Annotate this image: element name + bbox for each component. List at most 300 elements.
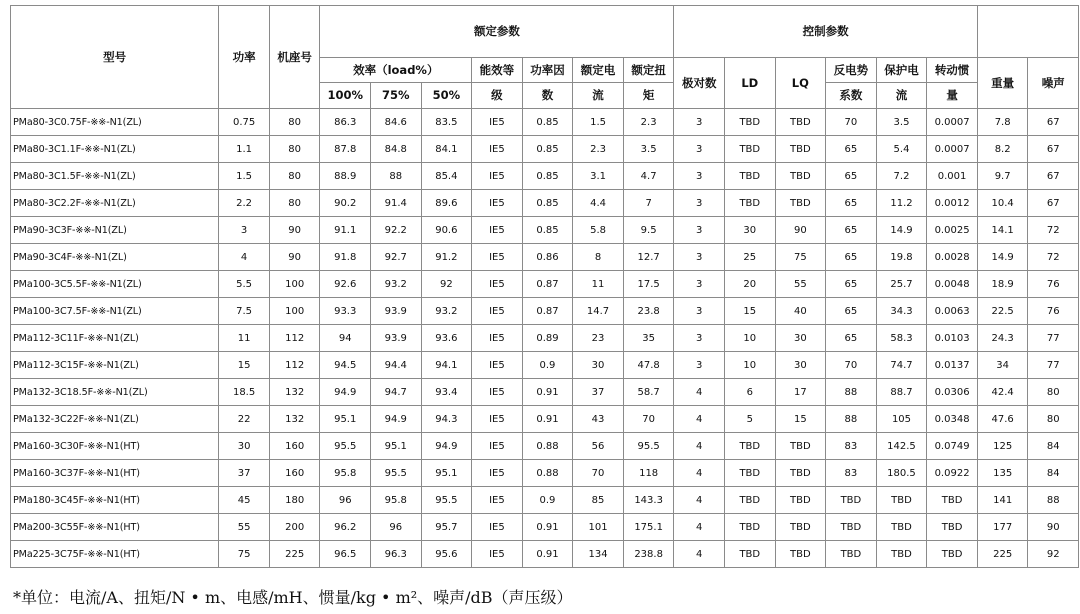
cell-model: PMa132-3C22F-※※-N1(ZL) xyxy=(11,406,219,433)
cell-frame: 80 xyxy=(269,109,320,136)
cell-weight: 47.6 xyxy=(977,406,1028,433)
cell-power-factor: 0.85 xyxy=(522,136,573,163)
cell-model: PMa200-3C55F-※※-N1(HT) xyxy=(11,514,219,541)
cell-eff-class: IE5 xyxy=(472,136,523,163)
cell-eff-50: 95.1 xyxy=(421,460,472,487)
cell-inertia: 0.0048 xyxy=(927,271,978,298)
cell-rated-current: 11 xyxy=(573,271,624,298)
cell-back-emf: TBD xyxy=(826,541,877,568)
header-eff-75: 75% xyxy=(371,83,422,109)
header-rated-torque-2: 矩 xyxy=(623,83,674,109)
cell-eff-75: 96 xyxy=(371,514,422,541)
cell-eff-50: 93.2 xyxy=(421,298,472,325)
header-noise: 噪声 xyxy=(1028,58,1079,109)
header-rated-torque-1: 额定扭 xyxy=(623,58,674,83)
cell-frame: 90 xyxy=(269,244,320,271)
cell-rated-torque: 7 xyxy=(623,190,674,217)
header-pf-2: 数 xyxy=(522,83,573,109)
cell-eff-50: 91.2 xyxy=(421,244,472,271)
cell-power: 0.75 xyxy=(219,109,270,136)
cell-power: 2.2 xyxy=(219,190,270,217)
cell-noise: 76 xyxy=(1028,298,1079,325)
cell-inertia: 0.0103 xyxy=(927,325,978,352)
cell-noise: 80 xyxy=(1028,406,1079,433)
cell-eff-100: 95.8 xyxy=(320,460,371,487)
table-row xyxy=(11,406,1079,433)
cell-noise: 72 xyxy=(1028,244,1079,271)
cell-eff-class: IE5 xyxy=(472,325,523,352)
header-pole-pairs: 极对数 xyxy=(674,58,725,109)
cell-inertia: 0.0012 xyxy=(927,190,978,217)
header-pf-1: 功率因 xyxy=(522,58,573,83)
cell-weight: 22.5 xyxy=(977,298,1028,325)
cell-pole-pairs: 3 xyxy=(674,163,725,190)
cell-eff-class: IE5 xyxy=(472,541,523,568)
cell-rated-current: 37 xyxy=(573,379,624,406)
header-rated-current-2: 流 xyxy=(573,83,624,109)
cell-power-factor: 0.85 xyxy=(522,109,573,136)
cell-protect-current: 5.4 xyxy=(876,136,927,163)
cell-weight: 24.3 xyxy=(977,325,1028,352)
cell-rated-current: 4.4 xyxy=(573,190,624,217)
cell-pole-pairs: 4 xyxy=(674,460,725,487)
table-row xyxy=(11,136,1079,163)
cell-eff-class: IE5 xyxy=(472,163,523,190)
cell-frame: 100 xyxy=(269,298,320,325)
cell-noise: 84 xyxy=(1028,460,1079,487)
cell-eff-class: IE5 xyxy=(472,190,523,217)
cell-weight: 42.4 xyxy=(977,379,1028,406)
cell-noise: 67 xyxy=(1028,136,1079,163)
table-row xyxy=(11,460,1079,487)
cell-pole-pairs: 3 xyxy=(674,244,725,271)
cell-rated-current: 3.1 xyxy=(573,163,624,190)
cell-inertia: TBD xyxy=(927,541,978,568)
cell-rated-torque: 143.3 xyxy=(623,487,674,514)
cell-power: 15 xyxy=(219,352,270,379)
header-ld: LD xyxy=(725,58,776,109)
cell-weight: 135 xyxy=(977,460,1028,487)
cell-back-emf: 83 xyxy=(826,460,877,487)
cell-eff-50: 84.1 xyxy=(421,136,472,163)
cell-model: PMa112-3C15F-※※-N1(ZL) xyxy=(11,352,219,379)
header-eff-50: 50% xyxy=(421,83,472,109)
cell-inertia: TBD xyxy=(927,514,978,541)
header-eff-class-2: 级 xyxy=(472,83,523,109)
cell-power: 11 xyxy=(219,325,270,352)
header-protect-current-1: 保护电 xyxy=(876,58,927,83)
cell-weight: 14.1 xyxy=(977,217,1028,244)
cell-model: PMa80-3C1.1F-※※-N1(ZL) xyxy=(11,136,219,163)
cell-ld: 10 xyxy=(725,352,776,379)
header-rated-current-1: 额定电 xyxy=(573,58,624,83)
cell-eff-50: 94.3 xyxy=(421,406,472,433)
cell-pole-pairs: 3 xyxy=(674,271,725,298)
cell-frame: 225 xyxy=(269,541,320,568)
cell-rated-torque: 118 xyxy=(623,460,674,487)
cell-eff-class: IE5 xyxy=(472,433,523,460)
cell-eff-class: IE5 xyxy=(472,514,523,541)
cell-rated-torque: 95.5 xyxy=(623,433,674,460)
cell-back-emf: 70 xyxy=(826,109,877,136)
cell-weight: 8.2 xyxy=(977,136,1028,163)
table-row xyxy=(11,298,1079,325)
table-body xyxy=(11,109,1079,568)
cell-eff-50: 95.7 xyxy=(421,514,472,541)
cell-eff-75: 96.3 xyxy=(371,541,422,568)
cell-eff-50: 93.6 xyxy=(421,325,472,352)
cell-eff-75: 91.4 xyxy=(371,190,422,217)
cell-power-factor: 0.91 xyxy=(522,514,573,541)
cell-eff-100: 94 xyxy=(320,325,371,352)
cell-back-emf: 88 xyxy=(826,379,877,406)
table-row xyxy=(11,163,1079,190)
cell-frame: 160 xyxy=(269,433,320,460)
cell-weight: 14.9 xyxy=(977,244,1028,271)
table-row xyxy=(11,541,1079,568)
table-row xyxy=(11,217,1079,244)
cell-eff-100: 90.2 xyxy=(320,190,371,217)
cell-back-emf: 70 xyxy=(826,352,877,379)
cell-weight: 18.9 xyxy=(977,271,1028,298)
cell-power-factor: 0.88 xyxy=(522,433,573,460)
cell-eff-class: IE5 xyxy=(472,217,523,244)
cell-weight: 141 xyxy=(977,487,1028,514)
cell-ld: 15 xyxy=(725,298,776,325)
cell-inertia: 0.0025 xyxy=(927,217,978,244)
cell-rated-torque: 17.5 xyxy=(623,271,674,298)
cell-rated-current: 101 xyxy=(573,514,624,541)
cell-model: PMa80-3C0.75F-※※-N1(ZL) xyxy=(11,109,219,136)
cell-eff-100: 96.5 xyxy=(320,541,371,568)
cell-power: 55 xyxy=(219,514,270,541)
cell-protect-current: 74.7 xyxy=(876,352,927,379)
cell-power: 1.1 xyxy=(219,136,270,163)
cell-noise: 76 xyxy=(1028,271,1079,298)
header-model: 型号 xyxy=(11,6,219,109)
cell-eff-100: 91.1 xyxy=(320,217,371,244)
cell-eff-75: 92.7 xyxy=(371,244,422,271)
cell-noise: 77 xyxy=(1028,325,1079,352)
cell-back-emf: 65 xyxy=(826,163,877,190)
cell-eff-class: IE5 xyxy=(472,298,523,325)
cell-protect-current: 7.2 xyxy=(876,163,927,190)
cell-eff-50: 95.5 xyxy=(421,487,472,514)
cell-back-emf: TBD xyxy=(826,487,877,514)
cell-inertia: 0.0306 xyxy=(927,379,978,406)
cell-eff-75: 84.8 xyxy=(371,136,422,163)
cell-protect-current: 180.5 xyxy=(876,460,927,487)
table-row xyxy=(11,379,1079,406)
cell-eff-100: 91.8 xyxy=(320,244,371,271)
header-eff-class-1: 能效等 xyxy=(472,58,523,83)
cell-frame: 100 xyxy=(269,271,320,298)
cell-eff-50: 94.1 xyxy=(421,352,472,379)
cell-power-factor: 0.91 xyxy=(522,406,573,433)
cell-pole-pairs: 3 xyxy=(674,325,725,352)
cell-power-factor: 0.86 xyxy=(522,244,573,271)
cell-rated-torque: 47.8 xyxy=(623,352,674,379)
cell-ld: TBD xyxy=(725,433,776,460)
cell-inertia: 0.0137 xyxy=(927,352,978,379)
cell-back-emf: 65 xyxy=(826,136,877,163)
cell-weight: 9.7 xyxy=(977,163,1028,190)
cell-eff-75: 84.6 xyxy=(371,109,422,136)
header-protect-current-2: 流 xyxy=(876,83,927,109)
cell-power: 3 xyxy=(219,217,270,244)
cell-eff-75: 93.9 xyxy=(371,325,422,352)
cell-inertia: 0.001 xyxy=(927,163,978,190)
cell-rated-torque: 12.7 xyxy=(623,244,674,271)
cell-noise: 72 xyxy=(1028,217,1079,244)
cell-eff-100: 88.9 xyxy=(320,163,371,190)
cell-pole-pairs: 3 xyxy=(674,109,725,136)
cell-eff-50: 93.4 xyxy=(421,379,472,406)
cell-power-factor: 0.87 xyxy=(522,271,573,298)
cell-rated-current: 43 xyxy=(573,406,624,433)
cell-eff-50: 83.5 xyxy=(421,109,472,136)
cell-ld: TBD xyxy=(725,541,776,568)
cell-eff-50: 94.9 xyxy=(421,433,472,460)
cell-eff-75: 94.9 xyxy=(371,406,422,433)
cell-power: 5.5 xyxy=(219,271,270,298)
cell-model: PMa80-3C2.2F-※※-N1(ZL) xyxy=(11,190,219,217)
cell-lq: TBD xyxy=(775,136,826,163)
cell-power: 45 xyxy=(219,487,270,514)
cell-rated-current: 56 xyxy=(573,433,624,460)
cell-ld: TBD xyxy=(725,487,776,514)
header-control-params: 控制参数 xyxy=(674,6,977,58)
cell-lq: 30 xyxy=(775,352,826,379)
cell-power-factor: 0.9 xyxy=(522,352,573,379)
cell-eff-100: 86.3 xyxy=(320,109,371,136)
table-header xyxy=(11,6,1079,109)
cell-ld: 5 xyxy=(725,406,776,433)
cell-inertia: TBD xyxy=(927,487,978,514)
cell-power: 37 xyxy=(219,460,270,487)
cell-model: PMa112-3C11F-※※-N1(ZL) xyxy=(11,325,219,352)
cell-eff-class: IE5 xyxy=(472,109,523,136)
cell-ld: 6 xyxy=(725,379,776,406)
cell-lq: 55 xyxy=(775,271,826,298)
cell-model: PMa100-3C5.5F-※※-N1(ZL) xyxy=(11,271,219,298)
cell-power-factor: 0.88 xyxy=(522,460,573,487)
cell-lq: 75 xyxy=(775,244,826,271)
header-power: 功率 xyxy=(219,6,270,109)
cell-eff-100: 96 xyxy=(320,487,371,514)
cell-back-emf: 65 xyxy=(826,217,877,244)
cell-lq: TBD xyxy=(775,514,826,541)
header-lq: LQ xyxy=(775,58,826,109)
cell-eff-100: 95.5 xyxy=(320,433,371,460)
header-inertia-2: 量 xyxy=(927,83,978,109)
footnote: *单位：电流/A、扭矩/N • m、电感/mH、惯量/kg • m²、噪声/dB（声压级） xyxy=(13,588,573,607)
cell-model: PMa160-3C37F-※※-N1(HT) xyxy=(11,460,219,487)
cell-power-factor: 0.89 xyxy=(522,325,573,352)
header-inertia-1: 转动惯 xyxy=(927,58,978,83)
table-row xyxy=(11,325,1079,352)
cell-inertia: 0.0922 xyxy=(927,460,978,487)
cell-rated-torque: 58.7 xyxy=(623,379,674,406)
cell-eff-class: IE5 xyxy=(472,406,523,433)
cell-eff-75: 93.2 xyxy=(371,271,422,298)
cell-ld: TBD xyxy=(725,514,776,541)
table-row xyxy=(11,271,1079,298)
cell-ld: 10 xyxy=(725,325,776,352)
cell-noise: 80 xyxy=(1028,379,1079,406)
cell-frame: 180 xyxy=(269,487,320,514)
header-eff-100: 100% xyxy=(320,83,371,109)
cell-inertia: 0.0063 xyxy=(927,298,978,325)
cell-rated-torque: 35 xyxy=(623,325,674,352)
cell-rated-current: 23 xyxy=(573,325,624,352)
cell-eff-class: IE5 xyxy=(472,379,523,406)
header-back-emf-2: 系数 xyxy=(826,83,877,109)
cell-rated-current: 5.8 xyxy=(573,217,624,244)
cell-ld: TBD xyxy=(725,109,776,136)
cell-pole-pairs: 4 xyxy=(674,541,725,568)
cell-ld: TBD xyxy=(725,163,776,190)
cell-rated-current: 70 xyxy=(573,460,624,487)
cell-pole-pairs: 3 xyxy=(674,298,725,325)
cell-inertia: 0.0007 xyxy=(927,109,978,136)
cell-power: 22 xyxy=(219,406,270,433)
cell-back-emf: 83 xyxy=(826,433,877,460)
cell-power: 75 xyxy=(219,541,270,568)
cell-protect-current: 34.3 xyxy=(876,298,927,325)
cell-eff-class: IE5 xyxy=(472,244,523,271)
cell-pole-pairs: 4 xyxy=(674,379,725,406)
cell-rated-current: 85 xyxy=(573,487,624,514)
cell-pole-pairs: 3 xyxy=(674,136,725,163)
cell-eff-75: 88 xyxy=(371,163,422,190)
cell-inertia: 0.0348 xyxy=(927,406,978,433)
cell-lq: TBD xyxy=(775,163,826,190)
cell-eff-100: 92.6 xyxy=(320,271,371,298)
cell-eff-50: 89.6 xyxy=(421,190,472,217)
cell-eff-class: IE5 xyxy=(472,271,523,298)
cell-ld: 20 xyxy=(725,271,776,298)
cell-model: PMa90-3C4F-※※-N1(ZL) xyxy=(11,244,219,271)
cell-protect-current: TBD xyxy=(876,541,927,568)
cell-rated-current: 2.3 xyxy=(573,136,624,163)
cell-protect-current: TBD xyxy=(876,514,927,541)
cell-frame: 80 xyxy=(269,163,320,190)
cell-lq: TBD xyxy=(775,487,826,514)
cell-rated-torque: 238.8 xyxy=(623,541,674,568)
cell-lq: TBD xyxy=(775,541,826,568)
cell-eff-class: IE5 xyxy=(472,460,523,487)
cell-eff-75: 92.2 xyxy=(371,217,422,244)
cell-weight: 34 xyxy=(977,352,1028,379)
cell-eff-100: 87.8 xyxy=(320,136,371,163)
cell-protect-current: TBD xyxy=(876,487,927,514)
cell-lq: 30 xyxy=(775,325,826,352)
cell-eff-class: IE5 xyxy=(472,487,523,514)
cell-lq: TBD xyxy=(775,190,826,217)
cell-power-factor: 0.9 xyxy=(522,487,573,514)
header-rated-params: 额定参数 xyxy=(320,6,674,58)
cell-back-emf: 65 xyxy=(826,190,877,217)
cell-protect-current: 19.8 xyxy=(876,244,927,271)
header-frame: 机座号 xyxy=(269,6,320,109)
cell-model: PMa132-3C18.5F-※※-N1(ZL) xyxy=(11,379,219,406)
cell-noise: 90 xyxy=(1028,514,1079,541)
cell-power: 7.5 xyxy=(219,298,270,325)
spec-table-container xyxy=(10,5,1080,568)
cell-eff-50: 95.6 xyxy=(421,541,472,568)
table-row xyxy=(11,514,1079,541)
cell-back-emf: 88 xyxy=(826,406,877,433)
cell-eff-100: 94.5 xyxy=(320,352,371,379)
cell-eff-50: 92 xyxy=(421,271,472,298)
cell-power-factor: 0.85 xyxy=(522,217,573,244)
table-row xyxy=(11,190,1079,217)
cell-lq: 17 xyxy=(775,379,826,406)
cell-rated-current: 8 xyxy=(573,244,624,271)
cell-eff-75: 95.8 xyxy=(371,487,422,514)
cell-eff-75: 95.5 xyxy=(371,460,422,487)
cell-rated-current: 14.7 xyxy=(573,298,624,325)
cell-protect-current: 88.7 xyxy=(876,379,927,406)
cell-model: PMa225-3C75F-※※-N1(HT) xyxy=(11,541,219,568)
cell-pole-pairs: 3 xyxy=(674,190,725,217)
header-back-emf-1: 反电势 xyxy=(826,58,877,83)
cell-noise: 67 xyxy=(1028,190,1079,217)
cell-weight: 125 xyxy=(977,433,1028,460)
cell-eff-75: 94.7 xyxy=(371,379,422,406)
cell-rated-torque: 70 xyxy=(623,406,674,433)
cell-rated-torque: 175.1 xyxy=(623,514,674,541)
cell-model: PMa160-3C30F-※※-N1(HT) xyxy=(11,433,219,460)
cell-pole-pairs: 4 xyxy=(674,514,725,541)
cell-power: 30 xyxy=(219,433,270,460)
cell-eff-75: 93.9 xyxy=(371,298,422,325)
cell-protect-current: 142.5 xyxy=(876,433,927,460)
table-row xyxy=(11,487,1079,514)
cell-weight: 10.4 xyxy=(977,190,1028,217)
cell-power: 1.5 xyxy=(219,163,270,190)
cell-back-emf: 65 xyxy=(826,298,877,325)
cell-noise: 67 xyxy=(1028,163,1079,190)
cell-power-factor: 0.85 xyxy=(522,190,573,217)
table-row xyxy=(11,109,1079,136)
cell-noise: 84 xyxy=(1028,433,1079,460)
cell-lq: TBD xyxy=(775,460,826,487)
cell-eff-100: 95.1 xyxy=(320,406,371,433)
table-row xyxy=(11,433,1079,460)
cell-frame: 80 xyxy=(269,136,320,163)
cell-weight: 7.8 xyxy=(977,109,1028,136)
cell-rated-torque: 23.8 xyxy=(623,298,674,325)
cell-frame: 112 xyxy=(269,325,320,352)
cell-pole-pairs: 3 xyxy=(674,217,725,244)
cell-power-factor: 0.91 xyxy=(522,541,573,568)
header-blank xyxy=(977,6,1078,58)
cell-eff-class: IE5 xyxy=(472,352,523,379)
cell-lq: TBD xyxy=(775,433,826,460)
cell-model: PMa100-3C7.5F-※※-N1(ZL) xyxy=(11,298,219,325)
cell-frame: 112 xyxy=(269,352,320,379)
cell-rated-torque: 2.3 xyxy=(623,109,674,136)
cell-model: PMa90-3C3F-※※-N1(ZL) xyxy=(11,217,219,244)
cell-model: PMa180-3C45F-※※-N1(HT) xyxy=(11,487,219,514)
cell-power: 4 xyxy=(219,244,270,271)
cell-rated-torque: 3.5 xyxy=(623,136,674,163)
cell-back-emf: 65 xyxy=(826,271,877,298)
cell-power: 18.5 xyxy=(219,379,270,406)
cell-protect-current: 14.9 xyxy=(876,217,927,244)
